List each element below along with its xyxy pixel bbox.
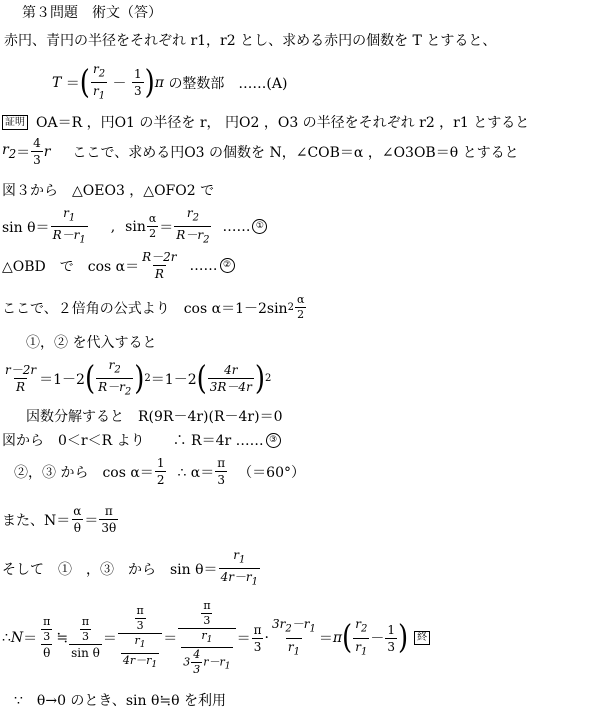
- from-figure-line: 図から 0＜r＜R より ∴ R＝4r …… ③: [2, 430, 283, 450]
- problem-title: 第３問題 術文（答）: [22, 5, 162, 21]
- n-definition-line: また、N＝ $\frac{\alpha}{\theta}$ ＝ $\frac{\pi}{3\theta}$: [2, 504, 117, 535]
- end-mark: 終: [414, 631, 430, 645]
- formula-t: T ＝ ( $\frac{r_2}{r_1}$ － $\frac{1}{3}$ ) π の整数部 ……(A): [52, 62, 288, 102]
- double-angle-line: ここで、２倍角の公式より cos α＝1－2sin 2 $\frac{\alpha}{2}$: [2, 293, 305, 321]
- intro-line: 赤円、青円の半径をそれぞれ r1，r2 とし、求める赤円の個数を T とすると、: [4, 33, 497, 49]
- proof-line-2: $r_2$ ＝ $\frac{4}{3}$ r ここで、求める円O3 の個数を N，∠COB＝α ，∠O3OB＝θ とすると: [2, 136, 519, 167]
- n-derivation: ∴ N ＝ $\frac{\frac{\pi}{3}}{\theta}$ ≒ $\frac{\frac{\pi}{3}}{\text{sin θ}}$ ＝ $\frac{\frac{\pi}{3}}{\frac{r_1}{4r-r_1}}$ ＝ $\frac{\pi}{3}$ $r_1$ 3 $\frac{4}{3}$ $r-r_1$ ＝ $\frac{\pi}{3}$ · $\frac{3r_2-r_1}{r_1}$ ＝ π ( $\frac{r_2}{r_1}$ － $\frac{1}{3}$ ) 終: [2, 600, 430, 676]
- fraction: $\frac{r_2}{r_1}$: [92, 62, 106, 102]
- marker-1: ①: [252, 219, 267, 234]
- proof-line-1: 証明 OA＝R ，円O1 の半径を r， 円O2 ，O3 の半径をそれぞれ r2 ，r1 とすると: [2, 112, 529, 132]
- substitute-line: ①，② を代入すると: [26, 335, 157, 351]
- marker-3: ③: [266, 433, 281, 448]
- answer-label: の整数部 ……(A): [168, 75, 288, 92]
- equation-1: sin θ＝ $\frac{r_1}{R-r_1}$ , sin $\frac{\alpha}{2}$ ＝ $\frac{r_2}{R-r_2}$ …… ①: [2, 206, 269, 248]
- substituted-equation: $\frac{r-2r}{R}$ ＝1－2 ( $\frac{r_2}{R-r_2}$ ) 2 ＝1－2 ( $\frac{4r}{3R-4r}$ ) 2: [5, 358, 272, 398]
- footnote: ∵ θ→0 のとき、sin θ≒θ を利用: [14, 693, 227, 709]
- equation-2: △OBD で cos α＝ $\frac{R-2r}{R}$ …… ②: [2, 250, 237, 281]
- proof-badge: 証明: [2, 115, 28, 130]
- factor-line: 因数分解すると R(9R－4r)(R－4r)＝0: [26, 409, 283, 425]
- sin-theta-line: そして ① ，③ から sin θ＝ $\frac{r_1}{4r-r_1}$: [2, 548, 259, 588]
- marker-2: ②: [220, 258, 235, 273]
- fig3-line: 図３から △OEO3 ，△OFO2 で: [2, 183, 215, 199]
- cos-alpha-line: ②，③ から cos α＝ $\frac{1}{2}$ ∴ α＝ $\frac{\pi}{3}$ （＝60°）: [14, 456, 305, 487]
